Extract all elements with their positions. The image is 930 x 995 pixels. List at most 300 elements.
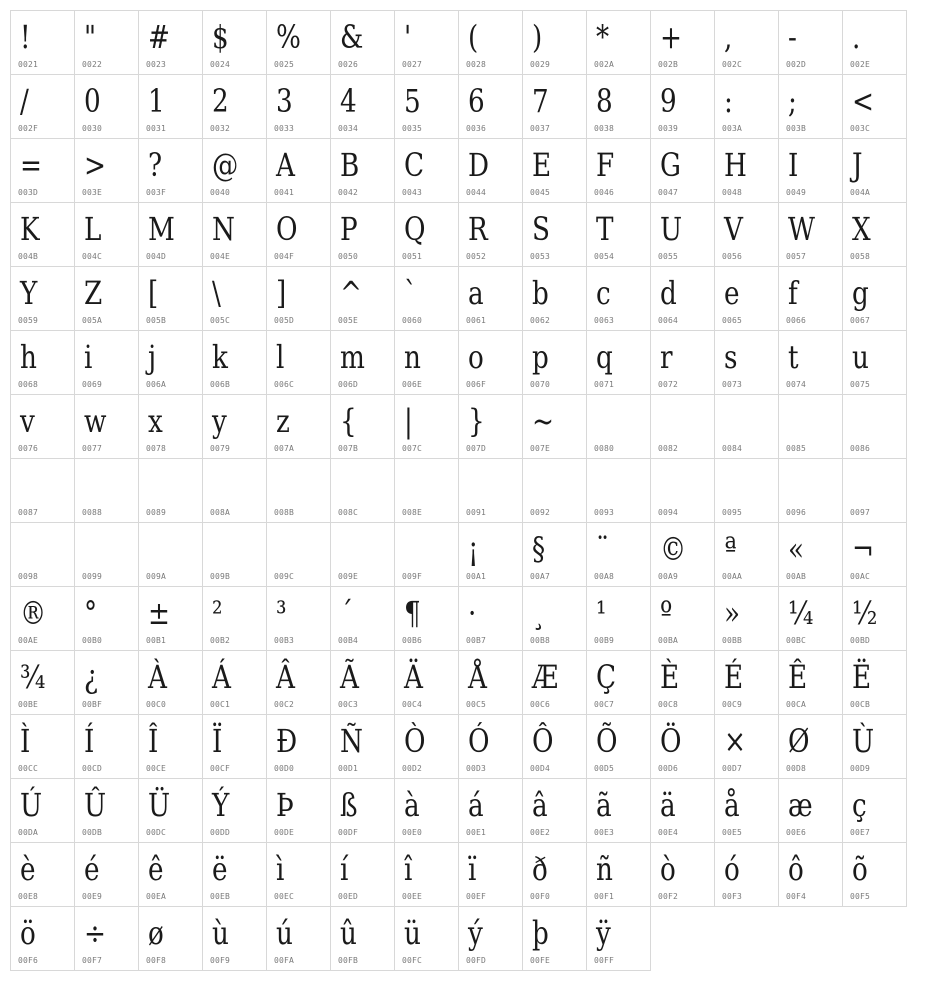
glyph-cell — [586, 778, 651, 843]
glyph-cell — [458, 778, 523, 843]
glyph-char: ø — [148, 914, 164, 952]
glyph-char: * — [596, 18, 610, 56]
glyph-char: = — [20, 146, 42, 184]
glyph-cell — [650, 394, 715, 459]
glyph-cell — [842, 522, 907, 587]
glyph-cell — [458, 522, 523, 587]
glyph-char: b — [532, 274, 549, 312]
glyph-char: Z — [84, 274, 103, 312]
glyph-char: ï — [468, 850, 477, 888]
glyph-codepoint: 00D7 — [722, 764, 743, 773]
glyph-char: h — [20, 338, 37, 376]
glyph-codepoint: 006A — [146, 380, 167, 389]
glyph-cell — [778, 458, 843, 523]
glyph-cell — [778, 778, 843, 843]
glyph-cell — [74, 202, 139, 267]
glyph-cell — [74, 394, 139, 459]
glyph-cell — [586, 522, 651, 587]
glyph-codepoint: 0071 — [594, 380, 615, 389]
glyph-codepoint: 00C5 — [466, 700, 487, 709]
glyph-cell — [458, 74, 523, 139]
glyph-char: × — [724, 722, 746, 760]
glyph-char: < — [852, 82, 874, 120]
glyph-cell — [202, 714, 267, 779]
glyph-codepoint: 00D1 — [338, 764, 359, 773]
glyph-codepoint: 0054 — [594, 252, 615, 261]
glyph-codepoint: 009C — [274, 572, 295, 581]
glyph-char: ò — [660, 850, 676, 888]
glyph-cell — [458, 906, 523, 971]
glyph-codepoint: 00FA — [274, 956, 295, 965]
glyph-char: û — [340, 914, 357, 952]
glyph-codepoint: 002C — [722, 60, 743, 69]
glyph-char: í — [340, 850, 349, 888]
glyph-char: m — [340, 338, 365, 376]
glyph-cell — [10, 522, 75, 587]
glyph-cell — [202, 906, 267, 971]
glyph-char: ä — [660, 786, 676, 824]
glyph-cell — [842, 138, 907, 203]
glyph-cell — [74, 138, 139, 203]
glyph-codepoint: 0073 — [722, 380, 743, 389]
glyph-codepoint: 00EB — [210, 892, 231, 901]
glyph-codepoint: 0046 — [594, 188, 615, 197]
glyph-codepoint: 00F3 — [722, 892, 743, 901]
glyph-codepoint: 00C8 — [658, 700, 679, 709]
glyph-cell — [394, 714, 459, 779]
glyph-char: z — [276, 402, 290, 440]
glyph-cell — [586, 138, 651, 203]
glyph-cell — [10, 74, 75, 139]
glyph-codepoint: 007E — [530, 444, 551, 453]
glyph-char: D — [468, 146, 490, 184]
glyph-codepoint: 0076 — [18, 444, 39, 453]
glyph-char: Õ — [596, 722, 618, 760]
glyph-codepoint: 00B8 — [530, 636, 551, 645]
glyph-cell — [778, 650, 843, 715]
glyph-char: ¸ — [532, 594, 546, 632]
glyph-char: t — [788, 338, 799, 376]
glyph-cell — [330, 842, 395, 907]
glyph-cell — [394, 266, 459, 331]
glyph-cell — [394, 458, 459, 523]
glyph-codepoint: 00F2 — [658, 892, 679, 901]
glyph-char: ´ — [340, 594, 354, 632]
glyph-codepoint: 00CC — [18, 764, 39, 773]
glyph-cell — [266, 522, 331, 587]
glyph-cell — [522, 74, 587, 139]
glyph-char: T — [596, 210, 614, 248]
glyph-codepoint: 00DE — [274, 828, 295, 837]
glyph-codepoint: 00C3 — [338, 700, 359, 709]
glyph-codepoint: 00A7 — [530, 572, 551, 581]
glyph-cell — [458, 650, 523, 715]
glyph-codepoint: 00E0 — [402, 828, 423, 837]
glyph-char: ñ — [596, 850, 613, 888]
glyph-cell — [74, 330, 139, 395]
glyph-codepoint: 0034 — [338, 124, 359, 133]
glyph-char: ? — [148, 146, 163, 184]
glyph-char: ì — [276, 850, 285, 888]
glyph-cell — [394, 74, 459, 139]
glyph-char: # — [148, 18, 170, 56]
glyph-cell — [714, 138, 779, 203]
glyph-cell — [650, 714, 715, 779]
glyph-codepoint: 00C6 — [530, 700, 551, 709]
glyph-cell — [714, 394, 779, 459]
glyph-char: ô — [788, 850, 804, 888]
glyph-cell — [842, 330, 907, 395]
glyph-char: ü — [404, 914, 421, 952]
glyph-cell — [138, 74, 203, 139]
glyph-codepoint: 0070 — [530, 380, 551, 389]
glyph-codepoint: 0077 — [82, 444, 103, 453]
glyph-char: Å — [468, 658, 487, 696]
glyph-char: F — [596, 146, 615, 184]
glyph-cell — [394, 330, 459, 395]
glyph-char: d — [660, 274, 677, 312]
glyph-char: § — [532, 530, 546, 568]
glyph-codepoint: 0036 — [466, 124, 487, 133]
glyph-cell — [586, 10, 651, 75]
glyph-codepoint: 00C0 — [146, 700, 167, 709]
glyph-cell — [10, 714, 75, 779]
glyph-char: È — [660, 658, 680, 696]
glyph-cell — [74, 650, 139, 715]
glyph-char: [ — [148, 274, 159, 312]
glyph-cell — [74, 778, 139, 843]
glyph-cell — [138, 586, 203, 651]
glyph-char: Ô — [532, 722, 554, 760]
glyph-cell — [138, 394, 203, 459]
glyph-char: ù — [212, 914, 229, 952]
glyph-cell — [138, 458, 203, 523]
glyph-char: Ã — [340, 658, 359, 696]
glyph-codepoint: 00F4 — [786, 892, 807, 901]
glyph-char: Ï — [212, 722, 223, 760]
glyph-codepoint: 00DD — [210, 828, 231, 837]
glyph-cell — [138, 138, 203, 203]
glyph-cell — [138, 202, 203, 267]
glyph-cell — [202, 266, 267, 331]
glyph-codepoint: 00AB — [786, 572, 807, 581]
glyph-char: Ý — [212, 786, 230, 824]
glyph-cell — [522, 394, 587, 459]
glyph-cell — [842, 394, 907, 459]
glyph-char: Ë — [852, 658, 872, 696]
glyph-codepoint: 009A — [146, 572, 167, 581]
glyph-cell — [586, 74, 651, 139]
glyph-char: i — [84, 338, 93, 376]
glyph-codepoint: 00EE — [402, 892, 423, 901]
glyph-cell — [842, 842, 907, 907]
glyph-char: f — [788, 274, 798, 312]
glyph-char: ¿ — [84, 658, 99, 696]
glyph-cell — [394, 778, 459, 843]
glyph-codepoint: 004C — [82, 252, 103, 261]
glyph-char: Á — [212, 658, 231, 696]
glyph-cell — [266, 778, 331, 843]
glyph-codepoint: 0091 — [466, 508, 487, 517]
glyph-char: , — [724, 18, 733, 56]
glyph-cell — [330, 202, 395, 267]
glyph-cell — [202, 586, 267, 651]
glyph-cell — [330, 10, 395, 75]
glyph-char: Û — [84, 786, 107, 824]
glyph-cell — [842, 10, 907, 75]
glyph-char: ³ — [276, 594, 287, 632]
glyph-cell — [394, 650, 459, 715]
glyph-cell — [10, 266, 75, 331]
glyph-codepoint: 0024 — [210, 60, 231, 69]
glyph-codepoint: 009F — [402, 572, 423, 581]
glyph-cell — [74, 10, 139, 75]
glyph-cell — [650, 330, 715, 395]
glyph-char: ¼ — [788, 594, 814, 632]
glyph-codepoint: 00FD — [466, 956, 487, 965]
glyph-codepoint: 006D — [338, 380, 359, 389]
glyph-codepoint: 0099 — [82, 572, 103, 581]
glyph-char: M — [148, 210, 175, 248]
glyph-codepoint: 00C9 — [722, 700, 743, 709]
glyph-char: ÷ — [84, 914, 106, 952]
glyph-codepoint: 0023 — [146, 60, 167, 69]
glyph-codepoint: 00B3 — [274, 636, 295, 645]
glyph-codepoint: 00E4 — [658, 828, 679, 837]
glyph-cell — [522, 330, 587, 395]
glyph-codepoint: 008A — [210, 508, 231, 517]
glyph-cell — [138, 522, 203, 587]
glyph-cell — [10, 650, 75, 715]
glyph-codepoint: 00FF — [594, 956, 615, 965]
glyph-codepoint: 0061 — [466, 316, 487, 325]
glyph-cell — [138, 842, 203, 907]
glyph-codepoint: 00CA — [786, 700, 807, 709]
glyph-cell — [202, 458, 267, 523]
glyph-char: Ê — [788, 658, 808, 696]
glyph-codepoint: 0058 — [850, 252, 871, 261]
glyph-codepoint: 00B1 — [146, 636, 167, 645]
glyph-char: 0 — [84, 82, 101, 120]
glyph-char: ) — [532, 18, 543, 56]
glyph-codepoint: 0051 — [402, 252, 423, 261]
glyph-char: s — [724, 338, 738, 376]
glyph-char: « — [788, 530, 805, 568]
glyph-codepoint: 0055 — [658, 252, 679, 261]
glyph-char: ` — [404, 274, 418, 312]
glyph-char: N — [212, 210, 235, 248]
glyph-cell — [10, 394, 75, 459]
glyph-codepoint: 00AA — [722, 572, 743, 581]
glyph-codepoint: 004A — [850, 188, 871, 197]
glyph-char: Ú — [20, 786, 43, 824]
glyph-char: 2 — [212, 82, 229, 120]
glyph-char: Y — [20, 274, 38, 312]
glyph-codepoint: 0052 — [466, 252, 487, 261]
glyph-cell — [330, 586, 395, 651]
glyph-codepoint: 0038 — [594, 124, 615, 133]
glyph-cell — [74, 586, 139, 651]
glyph-cell — [266, 202, 331, 267]
glyph-cell — [650, 842, 715, 907]
glyph-cell — [586, 458, 651, 523]
glyph-cell — [330, 906, 395, 971]
glyph-char: æ — [788, 786, 813, 824]
glyph-codepoint: 00C1 — [210, 700, 231, 709]
glyph-cell — [522, 10, 587, 75]
glyph-codepoint: 0025 — [274, 60, 295, 69]
glyph-cell — [74, 714, 139, 779]
glyph-cell — [522, 714, 587, 779]
glyph-cell — [458, 266, 523, 331]
glyph-cell — [202, 138, 267, 203]
glyph-codepoint: 0043 — [402, 188, 423, 197]
glyph-char: l — [276, 338, 285, 376]
glyph-cell — [778, 138, 843, 203]
glyph-codepoint: 003D — [18, 188, 39, 197]
glyph-codepoint: 00FE — [530, 956, 551, 965]
glyph-cell — [74, 906, 139, 971]
glyph-codepoint: 00F8 — [146, 956, 167, 965]
glyph-char: / — [20, 82, 29, 120]
glyph-codepoint: 0097 — [850, 508, 871, 517]
glyph-codepoint: 00E1 — [466, 828, 487, 837]
glyph-char: Ö — [660, 722, 682, 760]
glyph-codepoint: 0094 — [658, 508, 679, 517]
glyph-cell — [522, 266, 587, 331]
glyph-char: ¨ — [596, 530, 610, 568]
glyph-codepoint: 009E — [338, 572, 359, 581]
glyph-cell — [74, 522, 139, 587]
glyph-codepoint: 008E — [402, 508, 423, 517]
glyph-cell — [522, 202, 587, 267]
glyph-char: G — [660, 146, 681, 184]
glyph-codepoint: 002F — [18, 124, 39, 133]
glyph-codepoint: 00D8 — [786, 764, 807, 773]
glyph-cell — [10, 842, 75, 907]
glyph-codepoint: 00CB — [850, 700, 871, 709]
glyph-char: & — [340, 18, 364, 56]
glyph-codepoint: 0056 — [722, 252, 743, 261]
glyph-codepoint: 009B — [210, 572, 231, 581]
glyph-codepoint: 00F6 — [18, 956, 39, 965]
glyph-char: V — [724, 210, 743, 248]
glyph-cell — [10, 10, 75, 75]
glyph-cell — [330, 394, 395, 459]
glyph-codepoint: 00D5 — [594, 764, 615, 773]
glyph-char: q — [596, 338, 613, 376]
glyph-codepoint: 0035 — [402, 124, 423, 133]
glyph-cell — [330, 330, 395, 395]
glyph-cell — [394, 522, 459, 587]
glyph-codepoint: 0021 — [18, 60, 39, 69]
glyph-cell — [522, 650, 587, 715]
glyph-cell — [778, 522, 843, 587]
glyph-codepoint: 0029 — [530, 60, 551, 69]
glyph-cell — [330, 714, 395, 779]
glyph-char: à — [404, 786, 420, 824]
glyph-codepoint: 002A — [594, 60, 615, 69]
glyph-codepoint: 0044 — [466, 188, 487, 197]
glyph-codepoint: 0092 — [530, 508, 551, 517]
glyph-codepoint: 00E8 — [18, 892, 39, 901]
glyph-cell — [74, 266, 139, 331]
glyph-cell — [842, 458, 907, 523]
glyph-char: - — [788, 18, 797, 56]
glyph-cell — [522, 586, 587, 651]
glyph-cell — [74, 74, 139, 139]
glyph-cell — [842, 74, 907, 139]
glyph-cell — [330, 458, 395, 523]
glyph-char: 9 — [660, 82, 677, 120]
glyph-cell — [586, 842, 651, 907]
glyph-char: ; — [788, 82, 797, 120]
glyph-cell — [138, 714, 203, 779]
glyph-codepoint: 002E — [850, 60, 871, 69]
glyph-char: { — [340, 402, 357, 440]
glyph-cell — [714, 586, 779, 651]
glyph-codepoint: 0050 — [338, 252, 359, 261]
glyph-codepoint: 00DC — [146, 828, 167, 837]
glyph-cell — [266, 586, 331, 651]
glyph-cell — [650, 586, 715, 651]
glyph-char: u — [852, 338, 869, 376]
glyph-codepoint: 00CE — [146, 764, 167, 773]
glyph-char: ó — [724, 850, 740, 888]
glyph-cell — [458, 714, 523, 779]
glyph-char: : — [724, 82, 733, 120]
glyph-cell — [10, 778, 75, 843]
glyph-cell — [202, 394, 267, 459]
glyph-codepoint: 0096 — [786, 508, 807, 517]
glyph-codepoint: 0045 — [530, 188, 551, 197]
glyph-codepoint: 00AE — [18, 636, 39, 645]
glyph-cell — [266, 906, 331, 971]
glyph-char: õ — [852, 850, 868, 888]
glyph-codepoint: 005E — [338, 316, 359, 325]
glyph-codepoint: 00F5 — [850, 892, 871, 901]
glyph-cell — [714, 330, 779, 395]
glyph-char: 4 — [340, 82, 357, 120]
glyph-codepoint: 00EF — [466, 892, 487, 901]
glyph-codepoint: 0040 — [210, 188, 231, 197]
glyph-char: ' — [404, 18, 412, 56]
glyph-codepoint: 002B — [658, 60, 679, 69]
glyph-cell — [522, 458, 587, 523]
glyph-cell — [458, 842, 523, 907]
glyph-char: ] — [276, 274, 287, 312]
glyph-char: Â — [276, 658, 295, 696]
glyph-char: Ø — [788, 722, 810, 760]
glyph-codepoint: 0037 — [530, 124, 551, 133]
glyph-codepoint: 00E2 — [530, 828, 551, 837]
glyph-codepoint: 0093 — [594, 508, 615, 517]
glyph-codepoint: 0068 — [18, 380, 39, 389]
glyph-char: @ — [212, 146, 239, 184]
glyph-codepoint: 0067 — [850, 316, 871, 325]
glyph-codepoint: 0030 — [82, 124, 103, 133]
glyph-char: 8 — [596, 82, 613, 120]
glyph-cell — [394, 138, 459, 203]
glyph-codepoint: 006F — [466, 380, 487, 389]
glyph-codepoint: 0082 — [658, 444, 679, 453]
glyph-char: k — [212, 338, 228, 376]
glyph-char: · — [468, 594, 477, 632]
glyph-char: g — [852, 274, 869, 312]
glyph-cell — [202, 650, 267, 715]
glyph-char: Þ — [276, 786, 294, 824]
glyph-char: Q — [404, 210, 426, 248]
